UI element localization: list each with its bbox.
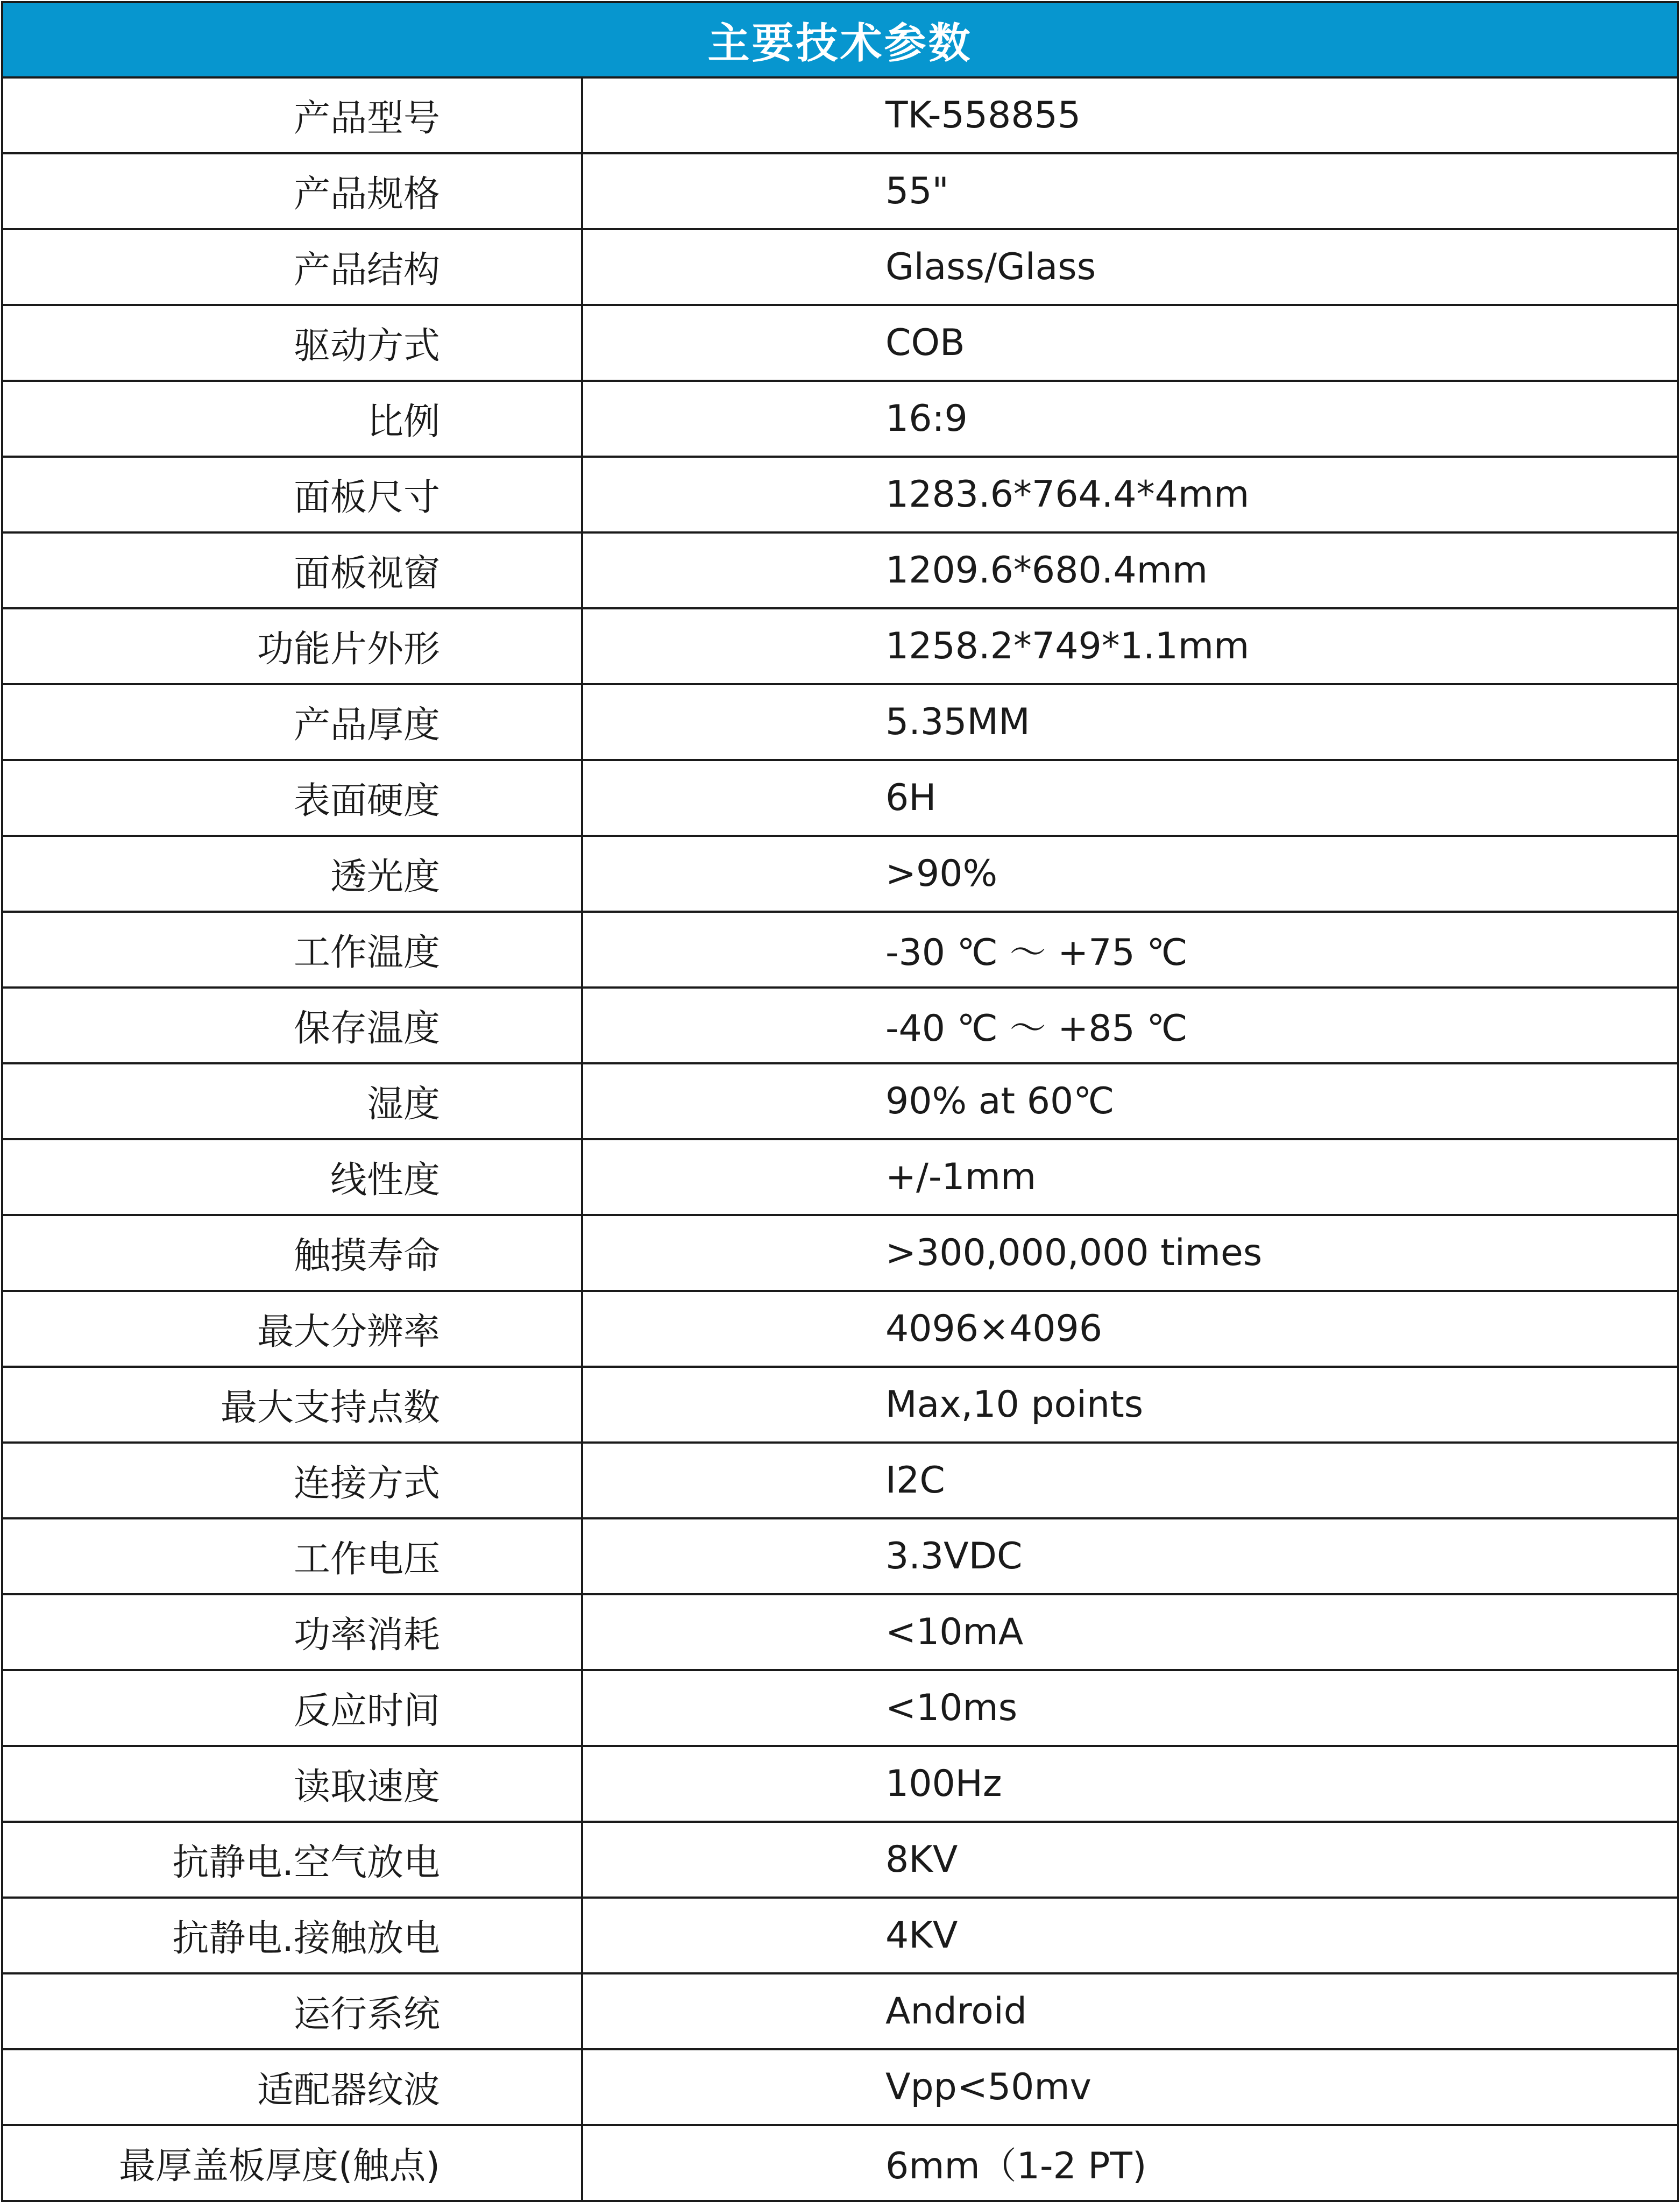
param-value: -40 ℃ ～ +85 ℃ [582, 988, 1678, 1063]
param-value: 8KV [582, 1822, 1678, 1898]
table-row [2, 1063, 1678, 1139]
param-value: I2C [582, 1443, 1678, 1518]
param-value: Glass/Glass [582, 229, 1678, 305]
param-value: Max,10 points [582, 1367, 1678, 1443]
table-row [2, 836, 1678, 912]
param-label: 触摸寿命 [2, 1215, 582, 1291]
table-row [2, 77, 1678, 153]
param-label: 产品结构 [2, 229, 582, 305]
param-label: 反应时间 [2, 1670, 582, 1746]
param-label: 保存温度 [2, 988, 582, 1063]
param-label: 面板尺寸 [2, 457, 582, 532]
param-label: 产品型号 [2, 77, 582, 153]
param-label: 表面硬度 [2, 760, 582, 836]
param-label: 透光度 [2, 836, 582, 912]
table-row [2, 760, 1678, 836]
param-label: 功能片外形 [2, 608, 582, 684]
param-label: 抗静电.空气放电 [2, 1822, 582, 1898]
param-label: 线性度 [2, 1139, 582, 1215]
table-row [2, 1594, 1678, 1670]
table-row [2, 912, 1678, 988]
table-row [2, 2125, 1678, 2201]
param-value: >300,000,000 times [582, 1215, 1678, 1291]
param-value: 16:9 [582, 381, 1678, 457]
param-label: 最厚盖板厚度(触点) [2, 2125, 582, 2201]
param-value: 6mm（1-2 PT) [582, 2125, 1678, 2201]
table-row [2, 608, 1678, 684]
param-label: 抗静电.接触放电 [2, 1898, 582, 1973]
param-label: 湿度 [2, 1063, 582, 1139]
param-value: Android [582, 1973, 1678, 2049]
param-value: 90% at 60℃ [582, 1063, 1678, 1139]
param-label: 最大分辨率 [2, 1291, 582, 1367]
param-label: 读取速度 [2, 1746, 582, 1822]
spec-table [1, 1, 1679, 2202]
param-value: 4KV [582, 1898, 1678, 1973]
param-value: 1258.2*749*1.1mm [582, 608, 1678, 684]
param-value: Vpp<50mv [582, 2049, 1678, 2125]
param-value: 100Hz [582, 1746, 1678, 1822]
param-value: 3.3VDC [582, 1518, 1678, 1594]
param-value: 55" [582, 153, 1678, 229]
param-label: 最大支持点数 [2, 1367, 582, 1443]
param-label: 驱动方式 [2, 305, 582, 381]
spec-table-body [2, 77, 1678, 2201]
table-row [2, 1822, 1678, 1898]
table-row [2, 532, 1678, 608]
param-value: <10mA [582, 1594, 1678, 1670]
table-title: 主要技术参数 [2, 2, 1678, 77]
table-row [2, 1215, 1678, 1291]
param-value: +/-1mm [582, 1139, 1678, 1215]
param-value: 5.35MM [582, 684, 1678, 760]
param-label: 比例 [2, 381, 582, 457]
param-label: 功率消耗 [2, 1594, 582, 1670]
param-label: 产品厚度 [2, 684, 582, 760]
param-label: 面板视窗 [2, 532, 582, 608]
table-row [2, 381, 1678, 457]
param-value: -30 ℃ ～ +75 ℃ [582, 912, 1678, 988]
param-label: 适配器纹波 [2, 2049, 582, 2125]
param-value: TK-558855 [582, 77, 1678, 153]
table-row [2, 1670, 1678, 1746]
table-row [2, 229, 1678, 305]
param-value: 4096×4096 [582, 1291, 1678, 1367]
table-row [2, 305, 1678, 381]
param-label: 连接方式 [2, 1443, 582, 1518]
param-label: 运行系统 [2, 1973, 582, 2049]
param-value: >90% [582, 836, 1678, 912]
param-value: COB [582, 305, 1678, 381]
table-row [2, 1139, 1678, 1215]
table-row [2, 1291, 1678, 1367]
table-row [2, 1367, 1678, 1443]
param-label: 产品规格 [2, 153, 582, 229]
table-row [2, 684, 1678, 760]
table-row [2, 1443, 1678, 1518]
table-row [2, 1746, 1678, 1822]
table-row [2, 153, 1678, 229]
table-header-row [2, 2, 1678, 77]
param-value: 1209.6*680.4mm [582, 532, 1678, 608]
table-row [2, 1898, 1678, 1973]
param-value: 6H [582, 760, 1678, 836]
table-row [2, 2049, 1678, 2125]
param-label: 工作电压 [2, 1518, 582, 1594]
table-row [2, 457, 1678, 532]
table-row [2, 988, 1678, 1063]
table-row [2, 1973, 1678, 2049]
param-label: 工作温度 [2, 912, 582, 988]
param-value: 1283.6*764.4*4mm [582, 457, 1678, 532]
param-value: <10ms [582, 1670, 1678, 1746]
table-row [2, 1518, 1678, 1594]
